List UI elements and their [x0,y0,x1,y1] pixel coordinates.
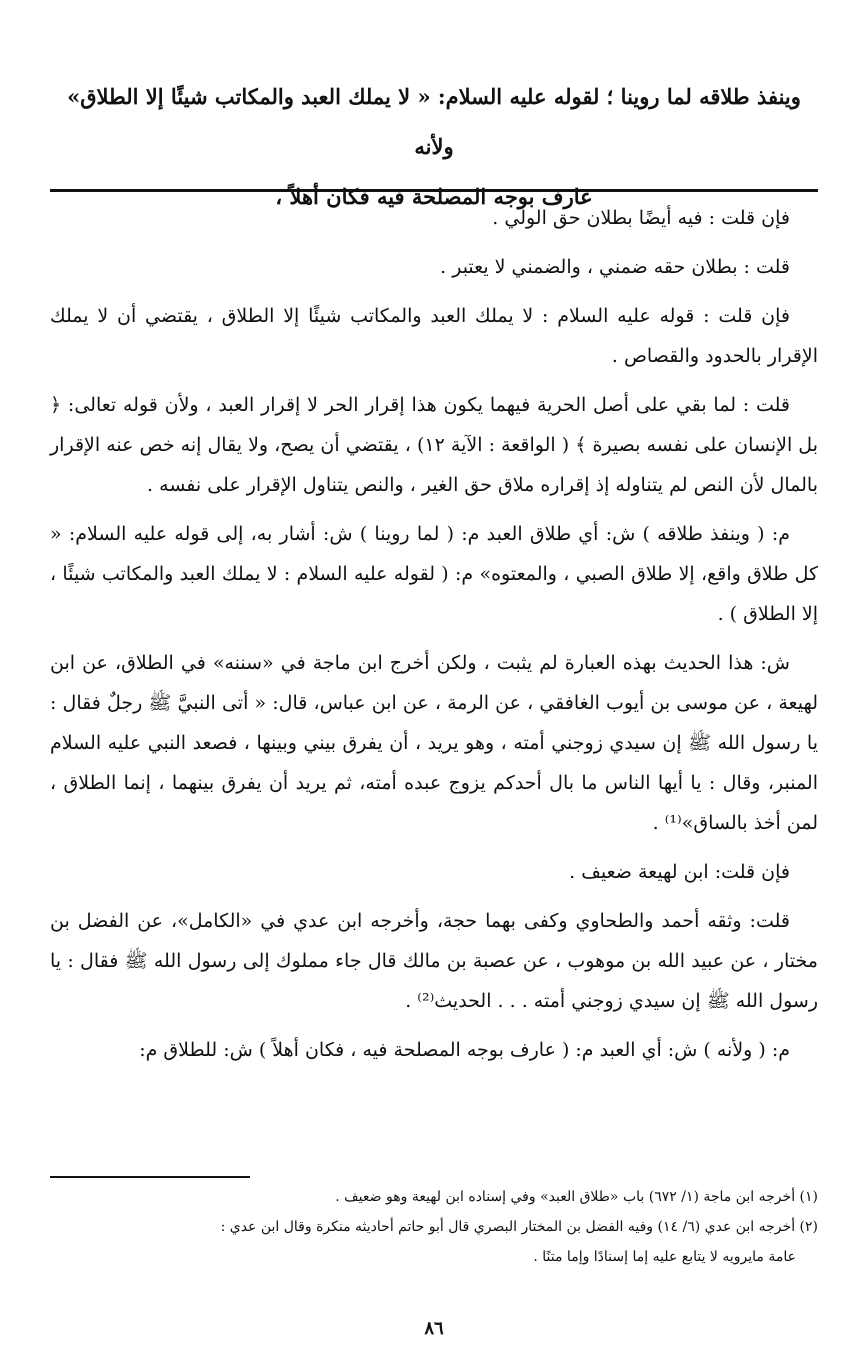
commentary-paragraph-1: فإن قلت : فيه أيضًا بطلان حق الولي . [492,207,790,229]
main-text-line-2: عارف بوجه المصلحة فيه فكان أهلاً ، [275,184,593,209]
commentary-paragraph-7: فإن قلت: ابن لهيعة ضعيف . [569,861,790,883]
separator-rule [50,189,818,192]
page-number: ٨٦ [424,1318,444,1339]
commentary-paragraph-6: ش: هذا الحديث بهذه العبارة لم يثبت ، ولكن أخرج ابن ماجة في «سننه» في الطلاق، عن ابن لهيعة ، عن موسى بن أيوب الغافقي ، عن الرمة ، عن ابن عباس، قال: « أتى النبيَّ ﷺ رجلٌ فقال : يا رسول الله ﷺ إن سيدي زوجني أمته ، وهو يريد ، أن يفرق بيني وبينها ، فصعد النبي عليه السلام المنبر، وقال : يا أيها الناس ما بال أحدكم يزوج عبده أمته، ثم يريد أن يفرق بينهما ، إنما الطلاق ، لمن أخذ بالساق»⁽¹⁾ . [50,652,818,834]
footnote-1: (١) أخرجه ابن ماجة (١/ ٦٧٢) باب «طلاق العبد» وفي إسناده ابن لهيعة وهو ضعيف . [335,1189,818,1205]
commentary-paragraph-5: م: ( وينفذ طلاقه ) ش: أي طلاق العبد م: ( لما روينا ) ش: أشار به، إلى قوله عليه السلام: « كل طلاق واقع، إلا طلاق الصبي ، والمعتوه» م: ( لقوله عليه السلام : لا يملك العبد والمكاتب شيئًا ، إلا الطلاق ) . [50,523,818,625]
commentary-paragraph-2: قلت : بطلان حقه ضمني ، والضمني لا يعتبر . [440,256,790,278]
footnote-2: (٢) أخرجه ابن عدي (٦/ ١٤) وفيه الفضل بن المختار البصري قال أبو حاتم أحاديثه منكرة وقال ابن عدي : [220,1219,818,1235]
commentary-paragraph-4: قلت : لما بقي على أصل الحرية فيهما يكون هذا إقرار الحر لا إقرار العبد ، ولأن قوله تعالى: ﴿ بل الإنسان على نفسه بصيرة ﴾ ( الواقعة : الآية ١٢) ، يقتضي أن يصح، ولا يقال إنه خص عنه الإقرار بالمال لأن النص لم يتناوله إذ إقراره ملاق حق الغير ، والنص يتناول الإقرار على نفسه . [50,394,818,496]
footnote-rule [50,1176,250,1178]
main-text-line-1: وينفذ طلاقه لما روينا ؛ لقوله عليه السلام: « لا يملك العبد والمكاتب شيئًا إلا الطلاق» ولأنه [67,84,801,159]
commentary-paragraph-3: فإن قلت : قوله عليه السلام : لا يملك العبد والمكاتب شيئًا إلا الطلاق ، يقتضي أن لا يملك الإقرار بالحدود والقصاص . [50,305,818,367]
commentary-block [50,198,818,1079]
commentary-paragraph-9: م: ( ولأنه ) ش: أي العبد م: ( عارف بوجه المصلحة فيه ، فكان أهلاً ) ش: للطلاق م: [139,1039,790,1061]
footnote-2-continuation: عامة مايرويه لا يتابع عليه إما إسنادًا وإما متنًا . [533,1249,796,1265]
commentary-paragraph-8: قلت: وثقه أحمد والطحاوي وكفى بهما حجة، وأخرجه ابن عدي في «الكامل»، عن الفضل بن مختار ، عن عبيد الله بن موهوب ، عن عصبة بن مالك قال جاء مملوك إلى رسول الله ﷺ فقال : يا رسول الله ﷺ إن سيدي زوجني أمته . . . الحديث⁽²⁾ . [50,910,818,1012]
footnotes-block [50,1182,818,1272]
